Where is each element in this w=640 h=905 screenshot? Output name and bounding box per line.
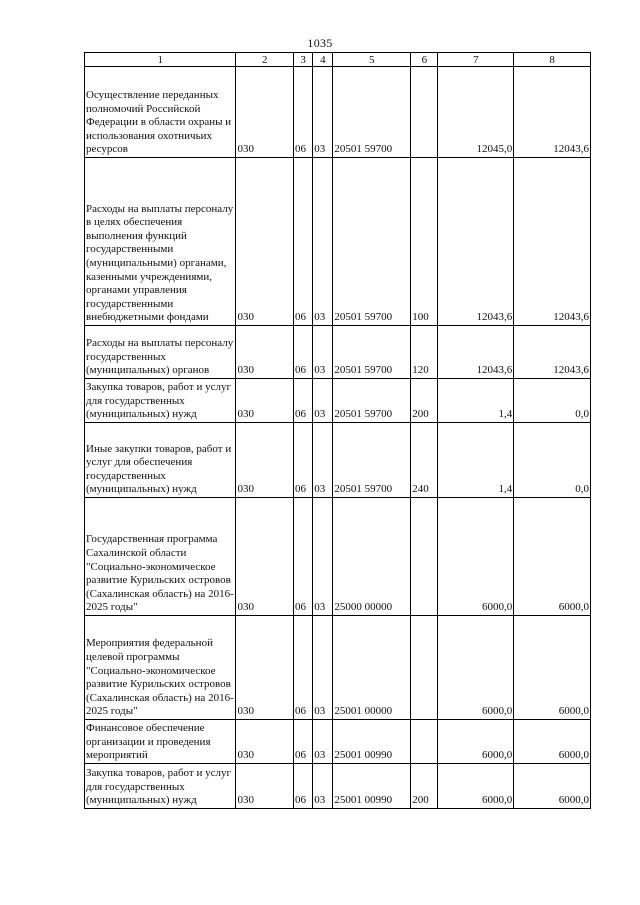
target-code-cell: 20501 59700 (333, 158, 411, 326)
row-name-cell: Государственная программа Сахалинской области "Социально-экономическое развитие Курильских островов (Сахалинская область) на 2016-2025 годы" (85, 498, 236, 616)
column-header: 4 (313, 53, 333, 67)
table-row (85, 158, 591, 326)
ministry-code-cell: 030 (236, 764, 294, 809)
table-row (85, 379, 591, 423)
target-code-cell: 25001 00990 (333, 764, 411, 809)
section-code-cell: 06 (294, 720, 313, 764)
column-header: 1 (85, 53, 236, 67)
subsection-code-cell: 03 (313, 720, 333, 764)
target-code-cell: 25001 00990 (333, 720, 411, 764)
ministry-code-cell: 030 (236, 379, 294, 423)
column-number-row (85, 53, 591, 67)
amount-plan-cell: 6000,0 (438, 720, 514, 764)
table-row (85, 67, 591, 158)
target-code-cell: 25000 00000 (333, 498, 411, 616)
ministry-code-cell: 030 (236, 326, 294, 379)
target-code-cell: 20501 59700 (333, 326, 411, 379)
amount-plan-cell: 6000,0 (438, 764, 514, 809)
row-name-cell: Закупка товаров, работ и услуг для государственных (муниципальных) нужд (85, 379, 236, 423)
row-name-cell: Расходы на выплаты персоналу государственных (муниципальных) органов (85, 326, 236, 379)
amount-actual-cell: 6000,0 (514, 498, 591, 616)
column-header: 5 (333, 53, 411, 67)
row-name-cell: Иные закупки товаров, работ и услуг для обеспечения государственных (муниципальных) нужд (85, 423, 236, 498)
amount-actual-cell: 12043,6 (514, 326, 591, 379)
table-row (85, 764, 591, 809)
table-row (85, 326, 591, 379)
page-number: 1035 (307, 36, 333, 50)
amount-plan-cell: 1,4 (438, 379, 514, 423)
section-code-cell: 06 (294, 379, 313, 423)
amount-plan-cell: 12045,0 (438, 67, 514, 158)
column-header: 6 (411, 53, 438, 67)
table-row (85, 498, 591, 616)
subsection-code-cell: 03 (313, 764, 333, 809)
target-code-cell: 25001 00000 (333, 616, 411, 720)
ministry-code-cell: 030 (236, 423, 294, 498)
expense-type-cell: 120 (411, 326, 438, 379)
amount-actual-cell: 6000,0 (514, 616, 591, 720)
amount-actual-cell: 0,0 (514, 423, 591, 498)
amount-actual-cell: 0,0 (514, 379, 591, 423)
row-name-cell: Закупка товаров, работ и услуг для государственных (муниципальных) нужд (85, 764, 236, 809)
section-code-cell: 06 (294, 616, 313, 720)
section-code-cell: 06 (294, 67, 313, 158)
section-code-cell: 06 (294, 423, 313, 498)
target-code-cell: 20501 59700 (333, 423, 411, 498)
expense-type-cell: 240 (411, 423, 438, 498)
table-row (85, 616, 591, 720)
section-code-cell: 06 (294, 764, 313, 809)
row-name-cell: Расходы на выплаты персоналу в целях обеспечения выполнения функций государственными (муниципальными) органами, казенными учреждениями, органами управления государственными внебюджетными фондами (85, 158, 236, 326)
expense-type-cell: 200 (411, 379, 438, 423)
amount-plan-cell: 6000,0 (438, 616, 514, 720)
subsection-code-cell: 03 (313, 379, 333, 423)
subsection-code-cell: 03 (313, 326, 333, 379)
budget-table (84, 52, 591, 809)
amount-plan-cell: 6000,0 (438, 498, 514, 616)
subsection-code-cell: 03 (313, 423, 333, 498)
expense-type-cell: 200 (411, 764, 438, 809)
section-code-cell: 06 (294, 498, 313, 616)
amount-actual-cell: 12043,6 (514, 67, 591, 158)
subsection-code-cell: 03 (313, 67, 333, 158)
expense-type-cell (411, 498, 438, 616)
table-row (85, 423, 591, 498)
column-header: 3 (294, 53, 313, 67)
column-header: 2 (236, 53, 294, 67)
column-header: 7 (438, 53, 514, 67)
ministry-code-cell: 030 (236, 67, 294, 158)
expense-type-cell (411, 616, 438, 720)
column-header: 8 (514, 53, 591, 67)
row-name-cell: Осуществление переданных полномочий Российской Федерации в области охраны и использования охотничьих ресурсов (85, 67, 236, 158)
section-code-cell: 06 (294, 326, 313, 379)
target-code-cell: 20501 59700 (333, 67, 411, 158)
amount-actual-cell: 6000,0 (514, 764, 591, 809)
ministry-code-cell: 030 (236, 158, 294, 326)
subsection-code-cell: 03 (313, 158, 333, 326)
amount-actual-cell: 6000,0 (514, 720, 591, 764)
amount-plan-cell: 12043,6 (438, 158, 514, 326)
amount-actual-cell: 12043,6 (514, 158, 591, 326)
ministry-code-cell: 030 (236, 720, 294, 764)
table-row (85, 720, 591, 764)
target-code-cell: 20501 59700 (333, 379, 411, 423)
row-name-cell: Финансовое обеспечение организации и проведения мероприятий (85, 720, 236, 764)
subsection-code-cell: 03 (313, 616, 333, 720)
expense-type-cell (411, 720, 438, 764)
amount-plan-cell: 12043,6 (438, 326, 514, 379)
section-code-cell: 06 (294, 158, 313, 326)
amount-plan-cell: 1,4 (438, 423, 514, 498)
row-name-cell: Мероприятия федеральной целевой программы "Социально-экономическое развитие Курильских островов (Сахалинская область) на 2016-2025 годы" (85, 616, 236, 720)
expense-type-cell: 100 (411, 158, 438, 326)
subsection-code-cell: 03 (313, 498, 333, 616)
ministry-code-cell: 030 (236, 616, 294, 720)
ministry-code-cell: 030 (236, 498, 294, 616)
expense-type-cell (411, 67, 438, 158)
